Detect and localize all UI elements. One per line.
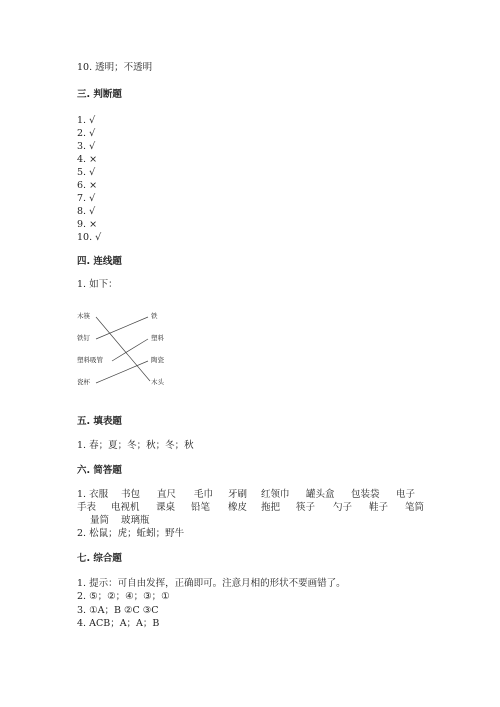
- judge-answer-10: 10. √: [77, 232, 102, 243]
- comprehensive-answer-1: 1. 提示：可自由发挥，正确即可。注意月相的形状不要画错了。: [77, 578, 346, 589]
- object-word: 电子: [396, 489, 416, 500]
- object-word: 电视机: [111, 502, 140, 513]
- right-item-ceramic: 陶瓷: [151, 356, 164, 364]
- comprehensive-answer-4: 4. ACB；A；A；B: [77, 618, 160, 629]
- left-item-plastic-straw: 塑料吸管: [77, 356, 103, 364]
- object-word: 筷子: [296, 502, 316, 513]
- object-word: 1. 衣服: [77, 489, 109, 500]
- fill-table-answer: 1. 春；夏；冬；秋；冬；秋: [77, 440, 194, 451]
- right-item-plastic: 塑料: [151, 334, 164, 342]
- line-iron-nail-to-iron: [96, 317, 148, 339]
- object-word: 课桌: [156, 502, 176, 513]
- judge-answer-1: 1. √: [77, 115, 96, 126]
- section-7-heading: 七. 综合题: [77, 553, 122, 564]
- object-word: 罐头盒: [306, 489, 335, 500]
- section-3-heading: 三. 判断题: [77, 89, 122, 100]
- left-item-iron-nail: 铁钉: [77, 334, 90, 342]
- left-item-wood-chopsticks: 木筷: [77, 312, 90, 320]
- object-word: 勺子: [333, 502, 353, 513]
- section-6-heading: 六. 简答题: [77, 465, 122, 476]
- object-word: 笔筒: [405, 502, 425, 513]
- judge-answer-4: 4. ×: [77, 154, 98, 165]
- judge-answer-3: 3. √: [77, 141, 96, 152]
- line-ceramic-cup-to-ceramic: [96, 361, 148, 383]
- judge-answer-8: 8. √: [77, 206, 96, 217]
- matching-intro: 1. 如下：: [77, 279, 118, 290]
- animals-answer: 2. 松鼠；虎；蚯蚓；野牛: [77, 528, 185, 539]
- object-word: 鞋子: [369, 502, 389, 513]
- object-word: 书包: [121, 489, 141, 500]
- judge-answer-2: 2. √: [77, 128, 96, 139]
- judge-answer-6: 6. ×: [77, 180, 98, 191]
- judge-answer-5: 5. √: [77, 167, 96, 178]
- comprehensive-answer-2: 2. ⑤；②；④；③；①: [77, 591, 170, 602]
- object-word: 玻璃瓶: [121, 515, 150, 526]
- object-word: 直尺: [157, 489, 177, 500]
- object-word: 牙刷: [228, 489, 248, 500]
- comprehensive-answer-3: 3. ①A；B ②C ③C: [77, 605, 159, 616]
- object-word: 铅笔: [191, 502, 211, 513]
- object-word: 毛巾: [194, 489, 214, 500]
- object-word: 手表: [77, 502, 97, 513]
- object-word: 量筒: [90, 515, 110, 526]
- section-4-heading: 四. 连线题: [77, 256, 122, 267]
- item-10-answer: 10. 透明；不透明: [77, 62, 153, 73]
- object-word: 橡皮: [228, 502, 248, 513]
- object-word: 包装袋: [351, 489, 380, 500]
- object-word: 红领巾: [261, 489, 290, 500]
- left-item-ceramic-cup: 瓷杯: [77, 378, 90, 386]
- object-word: 拖把: [261, 502, 281, 513]
- judge-answer-7: 7. √: [77, 193, 96, 204]
- right-item-iron: 铁: [151, 312, 158, 320]
- right-item-wood: 木头: [151, 378, 164, 386]
- judge-answer-9: 9. ×: [77, 219, 98, 230]
- section-5-heading: 五. 填表题: [77, 416, 122, 427]
